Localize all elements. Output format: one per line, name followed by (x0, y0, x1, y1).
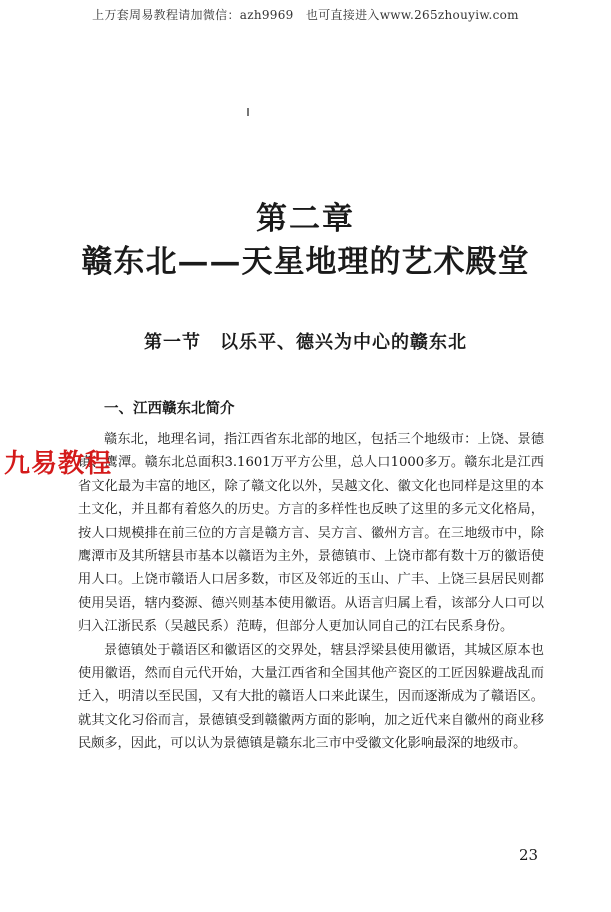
subsection-title: 一、江西赣东北简介 (104, 400, 235, 417)
paragraph: 赣东北，地理名词，指江西省东北部的地区，包括三个地级市：上饶、景德镇、鹰潭。赣东北总面积3.1601万平方公里，总人口1000多万。赣东北是江西省文化最为丰富的地区，除了赣文化以外，吴越文化、徽文化也同样是这里的本土文化，并且都有着悠久的历史。方言的多样性也反映了这里的多元文化格局，按人口规模排在前三位的方言是赣方言、吴方言、徽州方言。在三地级市中，除鹰潭市及其所辖县市基本以赣语为主外，景德镇市、上饶市都有数十万的徽语使用人口。上饶市赣语人口居多数，市区及邻近的玉山、广丰、上饶三县居民则都使用吴语，辖内婺源、德兴则基本使用徽语。从语言归属上看，该部分人口可以归入江浙民系（吴越民系）范畴，但部分人更加认同自己的江右民系身份。 (78, 432, 544, 635)
page-number: 23 (519, 846, 539, 864)
chapter-title: 赣东北——天星地理的艺术殿堂 (81, 244, 530, 280)
watermark-logo: 九易教程 (4, 449, 113, 479)
scan-speck (247, 108, 249, 116)
paragraph: 景德镇处于赣语区和徽语区的交界处，辖县浮梁县使用徽语，其城区原本也使用徽语，然而自元代开始，大量江西省和全国其他产瓷区的工匠因躲避战乱而迁入，明清以至民国，又有大批的赣语人口来此谋生，因而逐渐成为了赣语区。就其文化习俗而言，景德镇受到赣徽两方面的影响，加之近代来自徽州的商业移民颇多，因此，可以认为景德镇是赣东北三市中受徽文化影响最深的地级市。 (78, 642, 544, 752)
header-banner: 上万套周易教程请加微信：azh9969 也可直接进入www.265zhouyiw.com (92, 8, 519, 22)
body-text (78, 428, 544, 756)
section-title: 第一节 以乐平、德兴为中心的赣东北 (144, 332, 467, 353)
chapter-number: 第二章 (256, 201, 355, 237)
